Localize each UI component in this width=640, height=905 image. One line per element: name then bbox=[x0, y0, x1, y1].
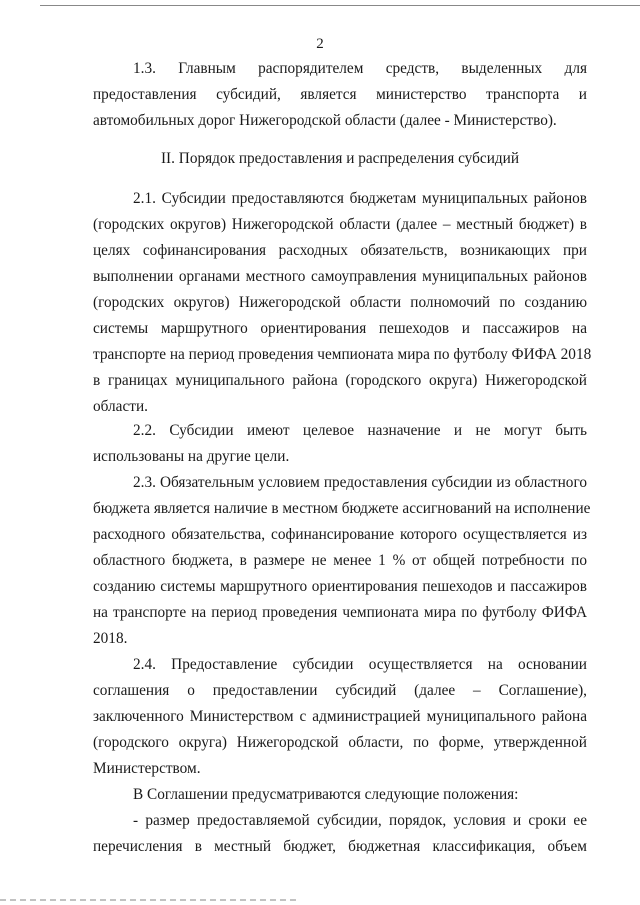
scan-artifact-line bbox=[0, 899, 300, 901]
paragraph-line: - размер предоставляемой субсидии, порядок, условия и сроки ее bbox=[133, 812, 587, 829]
paragraph-line: бюджета является наличие в местном бюджете ассигнований на исполнение bbox=[93, 500, 591, 517]
paragraph-line: предоставления субсидий, является министерство транспорта и bbox=[93, 86, 587, 103]
paragraph-line: расходного обязательства, софинансирование которого осуществляется из bbox=[93, 526, 587, 543]
page-number: 2 bbox=[316, 36, 324, 52]
paragraph-line: автомобильных дорог Нижегородской области (далее - Министерство). bbox=[93, 112, 557, 129]
paragraph-line: (городского округа) Нижегородской области, по форме, утвержденной bbox=[93, 734, 587, 751]
paragraph-line: области. bbox=[93, 398, 148, 415]
paragraph-line: (городских округов) Нижегородской области (далее – местный бюджет) в bbox=[93, 216, 587, 233]
paragraph-line: 2.1. Субсидии предоставляются бюджетам муниципальных районов bbox=[133, 190, 587, 207]
paragraph-line: использованы на другие цели. bbox=[93, 448, 290, 465]
paragraph-line: 2018. bbox=[93, 630, 128, 647]
paragraph-line: в границах муниципального района (городского округа) Нижегородской bbox=[93, 372, 587, 389]
paragraph-line: на транспорте на период проведения чемпионата мира по футболу ФИФА bbox=[93, 604, 587, 621]
paragraph-line: областного бюджета, в размере не менее 1 % от общей потребности по bbox=[93, 552, 587, 569]
top-border-rule bbox=[40, 5, 640, 6]
paragraph-line: целях софинансирования расходных обязательств, возникающих при bbox=[93, 242, 587, 259]
paragraph-line: системы маршрутного ориентирования пешеходов и пассажиров на bbox=[93, 320, 587, 337]
paragraph-line: 2.3. Обязательным условием предоставления субсидии из областного bbox=[133, 474, 587, 491]
paragraph-line: заключенного Министерством с администрацией муниципального района bbox=[93, 708, 587, 725]
section-heading: II. Порядок предоставления и распределения субсидий bbox=[160, 150, 520, 167]
paragraph-line: 1.3. Главным распорядителем средств, выделенных для bbox=[133, 60, 587, 77]
paragraph-line: 2.4. Предоставление субсидии осуществляется на основании bbox=[133, 656, 587, 673]
paragraph-line: выполнении органами местного самоуправления муниципальных районов bbox=[93, 268, 587, 285]
paragraph-line: транспорте на период проведения чемпионата мира по футболу ФИФА 2018 bbox=[93, 346, 592, 363]
paragraph-line: Министерством. bbox=[93, 760, 201, 777]
paragraph-line: соглашения о предоставлении субсидий (далее – Соглашение), bbox=[93, 682, 587, 699]
paragraph-line: созданию системы маршрутного ориентирования пешеходов и пассажиров bbox=[93, 578, 587, 595]
paragraph-line: перечисления в местный бюджет, бюджетная классификация, объем bbox=[93, 838, 587, 855]
paragraph-line: 2.2. Субсидии имеют целевое назначение и не могут быть bbox=[133, 422, 587, 439]
paragraph-line: В Соглашении предусматриваются следующие положения: bbox=[133, 786, 519, 803]
paragraph-line: (городских округов) Нижегородской области полномочий по созданию bbox=[93, 294, 587, 311]
